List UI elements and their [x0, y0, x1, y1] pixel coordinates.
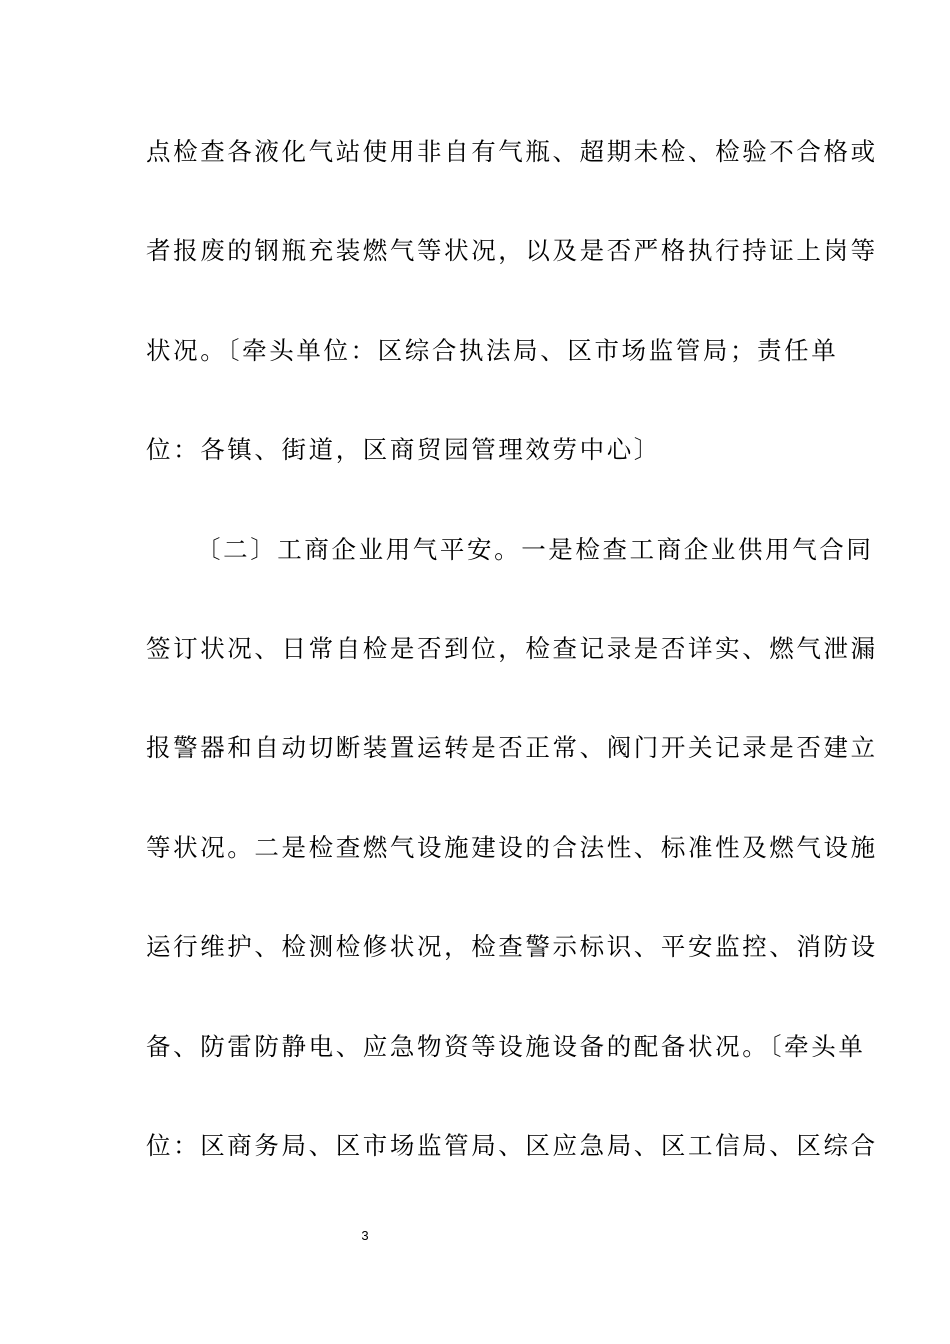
body-text-line: 报警器和自动切断装置运转是否正常、阀门开关记录是否建立	[146, 733, 878, 762]
body-text-line: 状况。〔牵头单位：区综合执法局、区市场监管局；责任单	[146, 336, 839, 365]
body-text-line: 者报废的钢瓶充装燃气等状况，以及是否严格执行持证上岗等	[146, 236, 878, 265]
body-text-line: 点检查各液化气站使用非自有气瓶、超期未检、检验不合格或	[146, 137, 878, 166]
body-text-line: 等状况。二是检查燃气设施建设的合法性、标准性及燃气设施	[146, 833, 878, 862]
body-text-line: 签订状况、日常自检是否到位，检查记录是否详实、燃气泄漏	[146, 634, 878, 663]
body-text-line: 备、防雷防静电、应急物资等设施设备的配备状况。〔牵头单	[146, 1032, 866, 1061]
page-number: 3	[361, 1228, 369, 1243]
body-text-line: 位：各镇、街道，区商贸园管理效劳中心〕	[146, 435, 661, 464]
body-text-line: 运行维护、检测检修状况，检查警示标识、平安监控、消防设	[146, 932, 878, 961]
body-text-line: 位：区商务局、区市场监管局、区应急局、区工信局、区综合	[146, 1131, 878, 1160]
paragraph-start-line: 〔二〕工商企业用气平安。一是检查工商企业供用气合同	[196, 535, 874, 564]
